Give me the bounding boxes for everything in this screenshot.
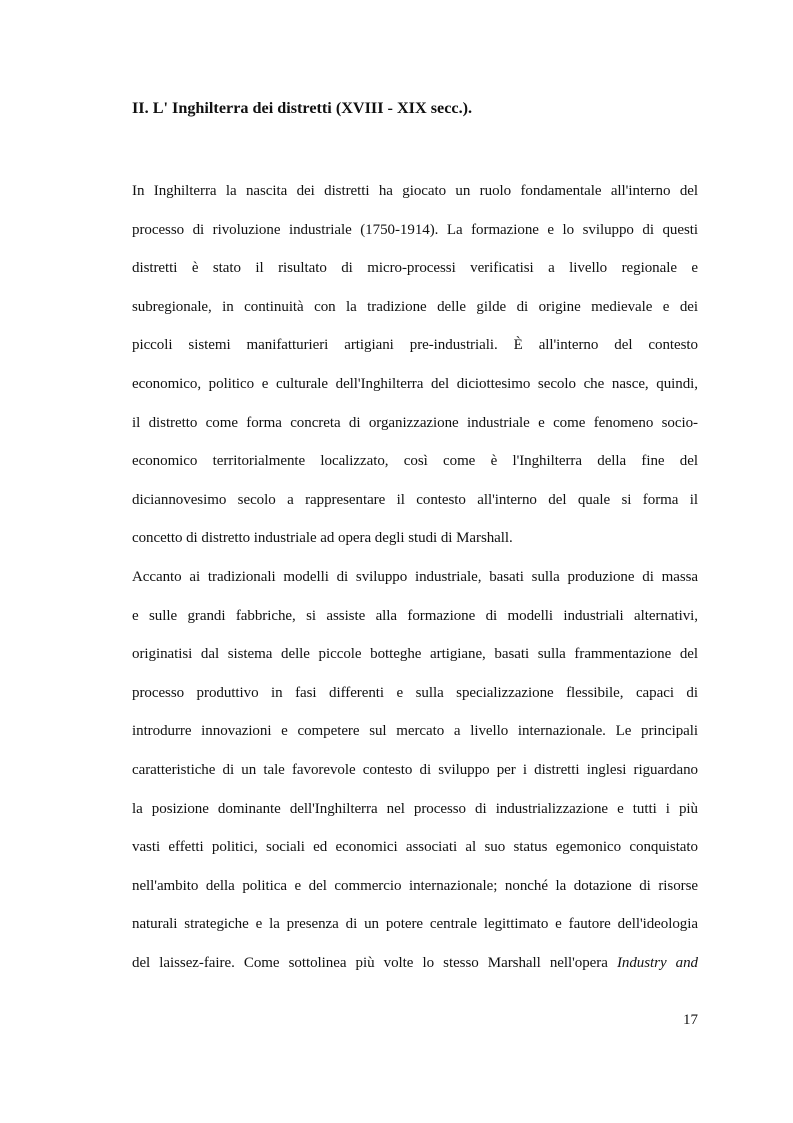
paragraph-1	[132, 179, 698, 565]
text-line: subregionale, in continuità con la tradizione delle gilde di origine medievale e dei	[132, 298, 698, 315]
text-line: concetto di distretto industriale ad opera degli studi di Marshall.	[132, 530, 513, 547]
text-line: economico territorialmente localizzato, così come è l'Inghilterra della fine del	[132, 453, 698, 470]
book-title-italic: Industry and	[616, 954, 699, 971]
section-heading: II. L' Inghilterra dei distretti (XVIII - XIX secc.).	[132, 99, 473, 117]
text-line: nell'ambito della politica e del commercio internazionale; nonché la dotazione di risorse	[132, 877, 698, 894]
text-line: originatisi dal sistema delle piccole botteghe artigiane, basati sulla frammentazione del	[132, 646, 698, 663]
text-line: la posizione dominante dell'Inghilterra nel processo di industrializzazione e tutti i più	[132, 800, 698, 817]
text-line: distretti è stato il risultato di micro-processi verificatisi a livello regionale e	[132, 260, 698, 277]
text-line: processo di rivoluzione industriale (1750-1914). La formazione e lo sviluppo di questi	[132, 221, 698, 238]
text-line: vasti effetti politici, sociali ed economici associati al suo status egemonico conquistato	[132, 839, 698, 856]
page-number: 17	[683, 1012, 698, 1028]
text-line: il distretto come forma concreta di organizzazione industriale e come fenomeno socio-	[132, 414, 698, 431]
text-line: In Inghilterra la nascita dei distretti ha giocato un ruolo fondamentale all'interno del	[132, 183, 698, 199]
text-line: economico, politico e culturale dell'Inghilterra del diciottesimo secolo che nasce, quindi,	[132, 375, 698, 392]
text-line: processo produttivo in fasi differenti e sulla specializzazione flessibile, capaci di	[132, 684, 698, 701]
text-line: diciannovesimo secolo a rappresentare il contesto all'interno del quale si forma il	[132, 491, 698, 508]
text-line: introdurre innovazioni e competere sul mercato a livello internazionale. Le principali	[132, 723, 698, 740]
text-line-final	[132, 951, 698, 990]
body-text	[132, 179, 698, 989]
text-line: piccoli sistemi manifatturieri artigiani pre-industriali. È all'interno del contesto	[132, 337, 698, 354]
text-line: e sulle grandi fabbriche, si assiste alla formazione di modelli industriali alternativi,	[132, 607, 698, 624]
text-line: caratteristiche di un tale favorevole contesto di sviluppo per i distretti inglesi riguardano	[132, 761, 698, 778]
text-line: Accanto ai tradizionali modelli di sviluppo industriale, basati sulla produzione di massa	[132, 568, 698, 585]
paragraph-2	[132, 565, 698, 990]
final-line-text: del laissez-faire. Come sottolinea più volte lo stesso Marshall nell'opera	[132, 954, 617, 971]
text-line: naturali strategiche e la presenza di un potere centrale legittimato e fautore dell'ideologia	[132, 916, 698, 933]
